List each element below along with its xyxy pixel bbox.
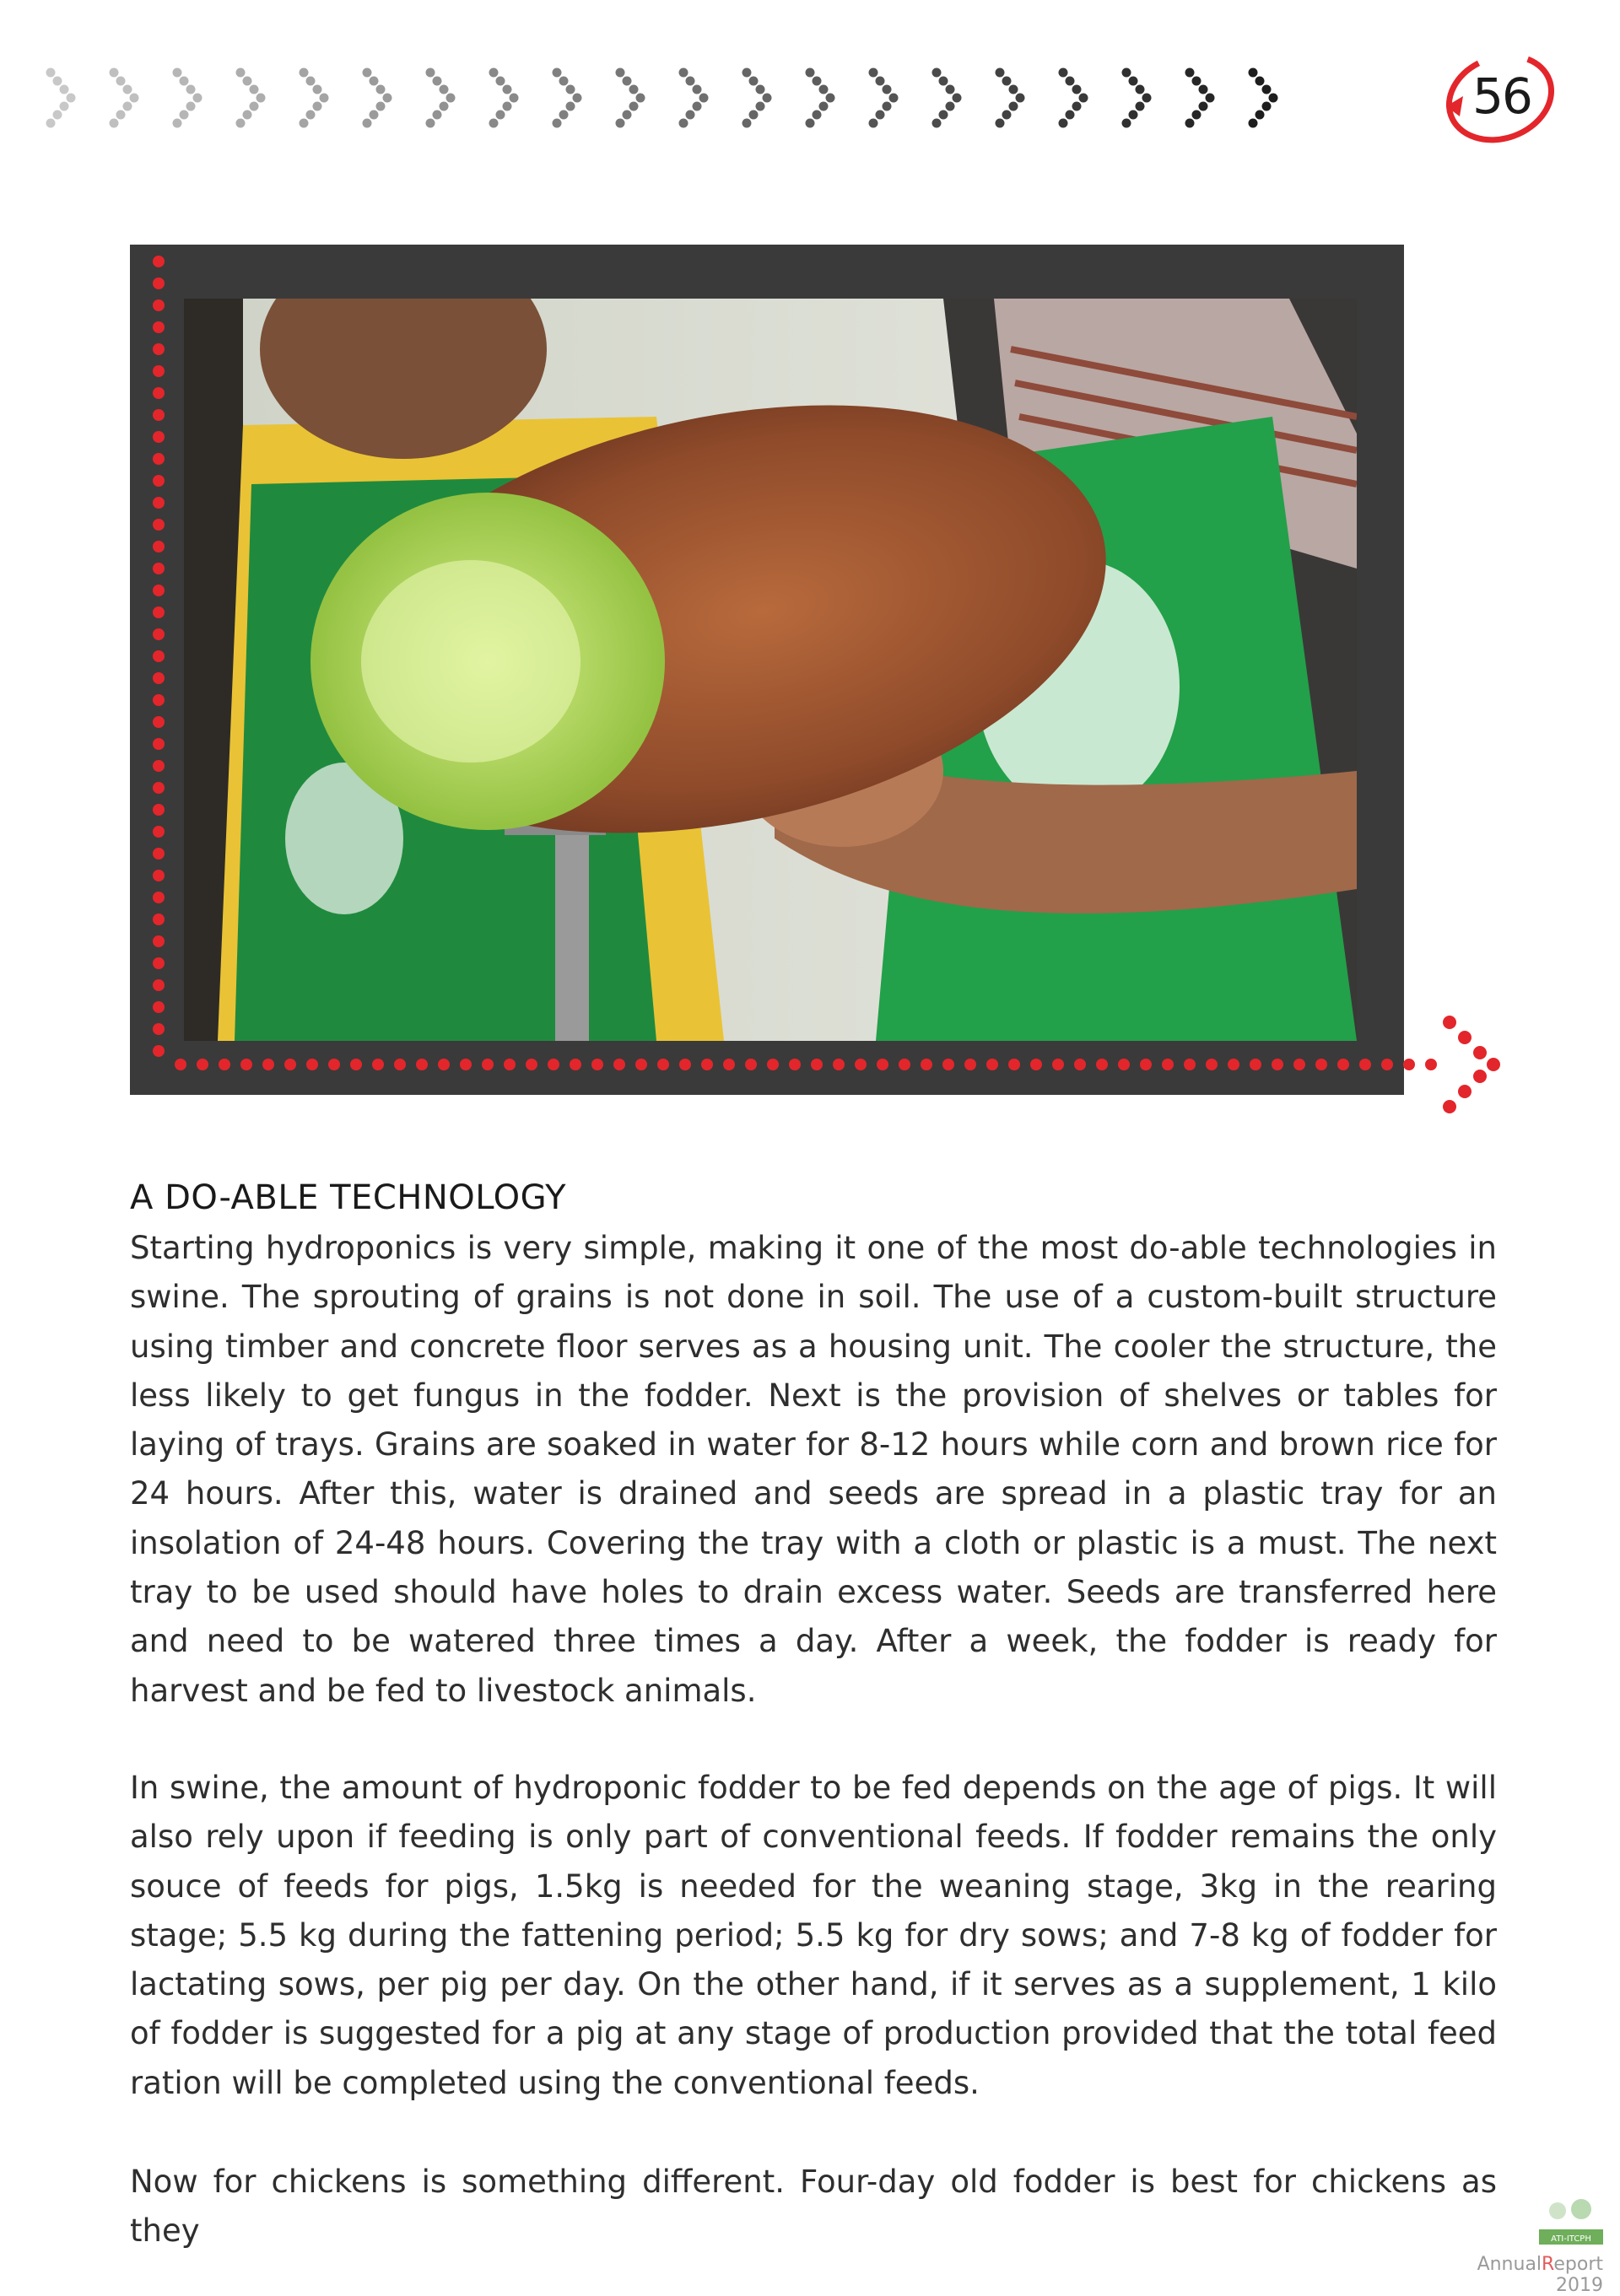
body-paragraph: In swine, the amount of hydroponic fodder to be fed depends on the age of pigs. It will also rely upon if feeding is only part of conventional feeds. If fodder remains the only souce of feeds for pigs, 1.5kg is needed for the weaning stage, 3kg in the rearing stage; 5.5 kg during the fattening period; 5.5 kg for dry sows; and 7-8 kg of fodder for lactating sows, per pig per day. On the other hand, if it serves as a supplement, 1 kilo of fodder is suggested for a pig at any stage of production provided that the total feed ration will be completed using the conventional feeds. [130, 1770, 1497, 2101]
logo-label: ATI-ITCPH [1551, 2234, 1591, 2244]
ati-itcph-logo [1537, 2197, 1605, 2248]
chevron-icon [869, 68, 899, 128]
chevron-icon [1185, 68, 1215, 128]
chevron-icon [489, 68, 519, 128]
chevron-icon [932, 68, 962, 128]
chevron-icon [426, 68, 456, 128]
body-paragraph: Starting hydroponics is very simple, making it one of the most do-able technologies in swine. The sprouting of grains is not done in soil. The use of a custom-built structure using timber and concrete floor serves as a housing unit. The cooler the structure, the less likely to get fungus in the fodder. Next is the provision of shelves or tables for laying of trays. Grains are soaked in water for 8-12 hours while corn and brown rice for 24 hours. After this, water is drained and seeds are spread in a plastic tray for an insolation of 24-48 hours. Covering the tray with a cloth or plastic is a must. The next tray to be used should have holes to drain excess water. Seeds are transferred here and need to be watered three times a day. After a week, the fodder is ready for harvest and be fed to livestock animals. [130, 1230, 1497, 1709]
red-dot-border-decoration [143, 253, 1510, 1113]
chevron-icon [46, 68, 76, 128]
chevron-icon [1249, 68, 1278, 128]
chevron-icon [742, 68, 772, 128]
chevron-icon [173, 68, 202, 128]
chevron-trail-decoration [42, 62, 1291, 138]
chevron-icon [363, 68, 392, 128]
page-number: 56 [1472, 67, 1531, 125]
chevron-icon [1059, 68, 1088, 128]
chevron-icon [996, 68, 1025, 128]
report-rest: eport 2019 [1553, 2254, 1603, 2296]
body-paragraph: Now for chickens is something different. Four-day old fodder is best for chickens as they [130, 2164, 1497, 2250]
chevron-icon [806, 68, 835, 128]
report-accent: R [1542, 2254, 1554, 2275]
chevron-icon [616, 68, 645, 128]
chevron-icon [300, 68, 329, 128]
chevron-icon [1122, 68, 1152, 128]
chevron-icon [110, 68, 139, 128]
chevron-icon [679, 68, 709, 128]
report-prefix: Annual [1477, 2254, 1542, 2275]
annual-report-label [1426, 2254, 1603, 2296]
chevron-icon [553, 68, 582, 128]
chevron-icon [236, 68, 266, 128]
section-heading: A DO-ABLE TECHNOLOGY [130, 1178, 567, 1217]
